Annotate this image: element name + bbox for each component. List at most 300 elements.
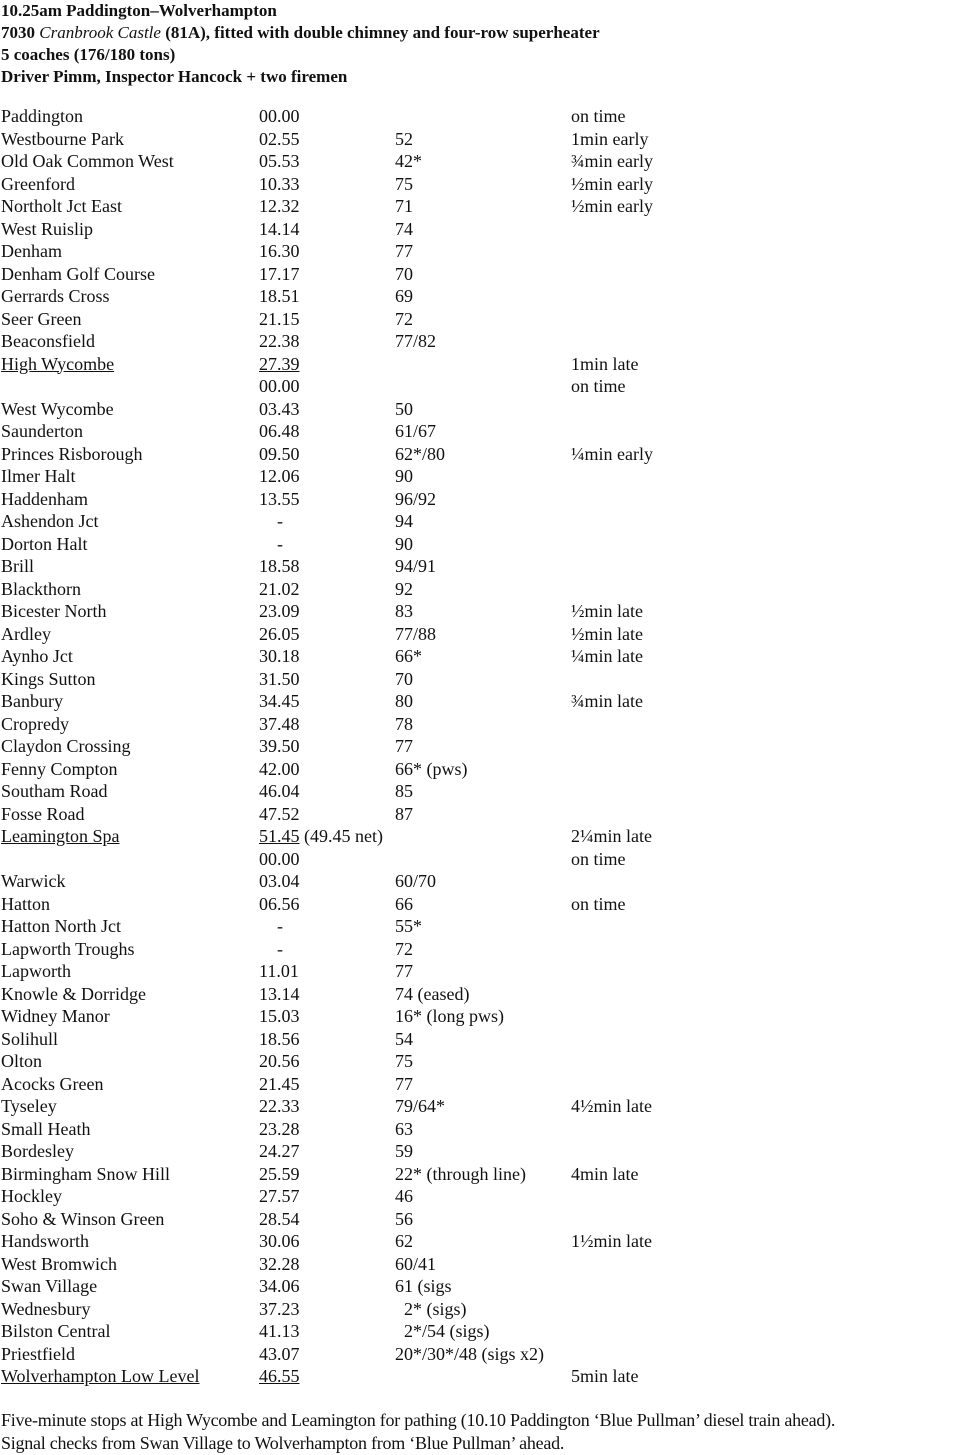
time-cell: [259, 330, 300, 353]
time-cell: [259, 150, 300, 173]
train-formation: 5 coaches (176/180 tons): [1, 45, 176, 64]
speed-cell: 59: [395, 1141, 413, 1161]
station-name: Bilston Central: [1, 1321, 111, 1341]
station-name: Aynho Jct: [1, 646, 73, 666]
table-row: [1, 1095, 951, 1118]
station-name: Handsworth: [1, 1231, 89, 1251]
time-value: 18.51: [259, 286, 300, 306]
station-name: Priestfield: [1, 1343, 75, 1364]
time-value: 00.00: [259, 848, 300, 869]
time-value: 12.32: [259, 196, 300, 216]
speed-cell: 16* (long pws): [395, 1006, 504, 1026]
time-cell: [259, 465, 300, 488]
time-cell: [259, 1073, 300, 1096]
time-value: 06.56: [259, 893, 300, 914]
time-value: 18.58: [259, 556, 300, 576]
station-name: Leamington Spa: [1, 826, 120, 846]
table-row: [1, 1118, 951, 1141]
time-value: -: [277, 511, 283, 531]
time-value: 24.27: [259, 1141, 300, 1161]
speed-cell: 96/92: [395, 488, 437, 509]
time-cell: [259, 285, 300, 308]
station-name: Southam Road: [1, 781, 108, 801]
station-name: West Bromwich: [1, 1253, 118, 1274]
table-row: [1, 240, 951, 263]
station-name: Haddenham: [1, 488, 88, 509]
speed-cell: 77: [395, 961, 413, 981]
table-row: [1, 488, 951, 511]
punctuality-note: ¼min late: [571, 646, 643, 666]
table-row: [1, 375, 951, 398]
speed-cell: 74 (eased): [395, 983, 470, 1004]
station-name: Brill: [1, 556, 35, 576]
punctuality-note: ½min early: [571, 196, 653, 216]
station-name: Denham Golf Course: [1, 263, 155, 284]
speed-cell: 77/88: [395, 623, 437, 644]
speed-cell: 74: [395, 218, 413, 239]
loco-name: Cranbrook Castle: [39, 23, 161, 42]
station-name: Bicester North: [1, 601, 107, 621]
punctuality-note: 1min early: [571, 128, 649, 149]
table-row: [1, 128, 951, 151]
time-value: 11.01: [259, 961, 299, 981]
time-cell: [259, 1298, 300, 1321]
time-value: -: [277, 916, 283, 936]
speed-cell: 52: [395, 128, 413, 149]
station-name: Warwick: [1, 871, 66, 891]
time-value: 51.45: [259, 826, 300, 846]
station-name: Ilmer Halt: [1, 466, 76, 486]
station-name: Fenny Compton: [1, 758, 118, 779]
table-row: [1, 173, 951, 196]
table-row: [1, 353, 951, 376]
speed-cell: 77: [395, 736, 413, 756]
speed-cell: 62: [395, 1231, 413, 1251]
time-cell: [259, 1118, 300, 1141]
speed-cell: 66* (pws): [395, 758, 468, 779]
timing-log: [1, 105, 951, 1388]
time-cell: [259, 960, 299, 983]
time-value: 27.57: [259, 1186, 300, 1206]
time-cell: [277, 533, 283, 556]
speed-cell: 75: [395, 173, 413, 194]
punctuality-note: 2¼min late: [571, 826, 652, 846]
station-name: Seer Green: [1, 308, 82, 329]
punctuality-note: ½min late: [571, 623, 643, 644]
time-value: 13.55: [259, 488, 300, 509]
time-cell: [259, 1163, 300, 1186]
time-value: 26.05: [259, 623, 300, 644]
punctuality-note: 5min late: [571, 1366, 639, 1386]
station-name: Greenford: [1, 173, 75, 194]
time-cell: [259, 420, 300, 443]
speed-cell: 77: [395, 241, 413, 261]
station-name: Gerrards Cross: [1, 286, 110, 306]
station-name: Lapworth: [1, 961, 71, 981]
station-name: Acocks Green: [1, 1073, 104, 1094]
table-row: [1, 645, 951, 668]
speed-cell: 94: [395, 511, 413, 531]
time-cell: [259, 128, 300, 151]
time-cell: [259, 1208, 300, 1231]
table-row: [1, 308, 951, 331]
table-row: [1, 825, 951, 848]
time-cell: [259, 1343, 300, 1366]
table-row: [1, 1275, 951, 1298]
punctuality-note: ¼min early: [571, 443, 653, 464]
station-name: Widney Manor: [1, 1006, 110, 1026]
train-title: 10.25am Paddington–Wolverhampton: [1, 1, 277, 20]
time-cell: [259, 780, 300, 803]
station-name: Blackthorn: [1, 578, 81, 599]
speed-cell: 79/64*: [395, 1096, 446, 1116]
time-value: 34.06: [259, 1276, 300, 1296]
station-name: Wednesbury: [1, 1298, 91, 1319]
punctuality-note: on time: [571, 848, 626, 869]
station-name: Claydon Crossing: [1, 736, 131, 756]
speed-cell: 80: [395, 691, 413, 711]
table-row: [1, 1028, 951, 1051]
time-value: 16.30: [259, 241, 300, 261]
time-cell: [259, 1140, 300, 1163]
speed-cell: 87: [395, 803, 413, 824]
station-name: Cropredy: [1, 713, 69, 734]
station-name: Lapworth Troughs: [1, 938, 135, 959]
time-value: 28.54: [259, 1208, 300, 1229]
table-row: [1, 263, 951, 286]
table-row: [1, 713, 951, 736]
table-row: [1, 780, 951, 803]
time-value: 21.02: [259, 578, 300, 599]
speed-cell: 94/91: [395, 556, 437, 576]
time-value: 12.06: [259, 466, 300, 486]
table-row: [1, 443, 951, 466]
speed-cell: 78: [395, 713, 413, 734]
time-cell: [259, 1005, 300, 1028]
time-value: 02.55: [259, 128, 300, 149]
time-value: 22.33: [259, 1096, 300, 1116]
table-row: [1, 218, 951, 241]
table-row: [1, 1163, 951, 1186]
table-row: [1, 1230, 951, 1253]
time-cell: [259, 690, 300, 713]
time-cell: [259, 398, 300, 421]
time-cell: [277, 510, 283, 533]
station-name: Ashendon Jct: [1, 511, 99, 531]
speed-cell: 72: [395, 308, 413, 329]
time-cell: [259, 353, 300, 376]
time-value: 43.07: [259, 1343, 300, 1364]
punctuality-note: ½min late: [571, 601, 643, 621]
table-row: [1, 1298, 951, 1321]
punctuality-note: ¾min early: [571, 151, 653, 171]
time-cell: [259, 623, 300, 646]
table-row: [1, 1343, 951, 1366]
station-name: Tyseley: [1, 1096, 57, 1116]
time-cell: [259, 195, 300, 218]
time-value: 20.56: [259, 1051, 300, 1071]
table-row: [1, 1185, 951, 1208]
table-row: [1, 960, 951, 983]
speed-cell: 90: [395, 466, 413, 486]
punctuality-note: on time: [571, 376, 626, 396]
speed-cell: 70: [395, 668, 413, 689]
station-name: Ardley: [1, 623, 51, 644]
station-name: Birmingham Snow Hill: [1, 1163, 171, 1184]
station-name: Wolverhampton Low Level: [1, 1366, 200, 1386]
time-value: 00.00: [259, 106, 300, 126]
speed-cell: 61/67: [395, 421, 437, 441]
station-name: Solihull: [1, 1028, 59, 1049]
time-cell: [259, 803, 300, 826]
table-row: [1, 105, 951, 128]
time-cell: [259, 600, 300, 623]
station-name: Denham: [1, 241, 62, 261]
note-signals: Signal checks from Swan Village to Wolverhampton from ‘Blue Pullman’ ahead.: [1, 1432, 565, 1453]
station-name: Dorton Halt: [1, 533, 88, 554]
station-name: Princes Risborough: [1, 443, 143, 464]
time-cell: [259, 240, 300, 263]
station-name: Hatton North Jct: [1, 916, 121, 936]
time-cell: [277, 915, 283, 938]
time-value: 15.03: [259, 1006, 300, 1026]
time-cell: [259, 105, 300, 128]
speed-cell: 92: [395, 578, 413, 599]
table-row: [1, 1073, 951, 1096]
time-value: 13.14: [259, 983, 300, 1004]
time-cell: [277, 938, 283, 961]
time-value: 09.50: [259, 443, 300, 464]
time-value: -: [277, 938, 283, 959]
speed-cell: 60/70: [395, 871, 437, 891]
time-cell: [259, 1185, 300, 1208]
station-name: Old Oak Common West: [1, 151, 174, 171]
speed-cell: 83: [395, 601, 413, 621]
table-row: [1, 510, 951, 533]
time-value: 46.04: [259, 781, 300, 801]
time-cell: [259, 758, 300, 781]
station-name: Saunderton: [1, 421, 83, 441]
time-value: 30.18: [259, 646, 300, 666]
punctuality-note: 4min late: [571, 1163, 639, 1184]
time-cell: [259, 555, 300, 578]
time-value: 41.13: [259, 1321, 300, 1341]
speed-cell: 85: [395, 781, 413, 801]
time-cell: [259, 1050, 300, 1073]
table-row: [1, 1050, 951, 1073]
speed-cell: 69: [395, 286, 413, 306]
time-cell: [259, 578, 300, 601]
speed-cell: 90: [395, 533, 413, 554]
time-value: 42.00: [259, 758, 300, 779]
table-row: [1, 915, 951, 938]
time-cell: [259, 870, 300, 893]
time-cell: [259, 218, 300, 241]
time-value: 37.48: [259, 713, 300, 734]
station-name: Hockley: [1, 1186, 62, 1206]
time-cell: [259, 1230, 300, 1253]
speed-cell: 66: [395, 893, 413, 914]
time-cell: [259, 1095, 300, 1118]
time-value: 03.43: [259, 398, 300, 419]
time-value: -: [277, 533, 283, 554]
speed-cell: 55*: [395, 916, 422, 936]
table-row: [1, 668, 951, 691]
time-value: 23.28: [259, 1118, 300, 1139]
run-header: [1, 0, 600, 88]
punctuality-note: on time: [571, 893, 626, 914]
table-row: [1, 1208, 951, 1231]
table-row: [1, 150, 951, 173]
table-row: [1, 1005, 951, 1028]
time-cell: [259, 1365, 300, 1388]
speed-cell: 42*: [395, 151, 422, 171]
table-row: [1, 870, 951, 893]
table-row: [1, 690, 951, 713]
station-name: Fosse Road: [1, 803, 85, 824]
time-cell: [259, 443, 300, 466]
time-value: 31.50: [259, 668, 300, 689]
speed-cell: 66*: [395, 646, 422, 666]
note-stops: Five-minute stops at High Wycombe and Leamington for pathing (10.10 Paddington ‘Blue Pullman’ diesel train ahead).: [1, 1410, 836, 1430]
time-value: 00.00: [259, 376, 300, 396]
station-name: Olton: [1, 1051, 43, 1071]
time-cell: [259, 488, 300, 511]
punctuality-note: 1½min late: [571, 1231, 652, 1251]
time-cell: [259, 1275, 300, 1298]
table-row: [1, 1320, 951, 1343]
time-cell: [259, 375, 300, 398]
speed-cell: 63: [395, 1118, 413, 1139]
station-name: Knowle & Dorridge: [1, 983, 146, 1004]
time-value: 14.14: [259, 218, 300, 239]
punctuality-note: 1min late: [571, 353, 639, 374]
time-cell: [259, 1320, 300, 1343]
time-cell: [259, 848, 300, 871]
time-value: 46.55: [259, 1366, 300, 1386]
time-cell: [259, 668, 300, 691]
table-row: [1, 1140, 951, 1163]
station-name: Bordesley: [1, 1141, 74, 1161]
time-cell: [259, 983, 300, 1006]
punctuality-note: 4½min late: [571, 1096, 652, 1116]
time-value: 37.23: [259, 1298, 300, 1319]
punctuality-note: ¾min late: [571, 691, 643, 711]
station-name: Northolt Jct East: [1, 196, 122, 216]
time-cell: [259, 645, 300, 668]
time-cell: [259, 1028, 300, 1051]
table-row: [1, 600, 951, 623]
punctuality-note: ½min early: [571, 173, 653, 194]
table-row: [1, 195, 951, 218]
crew-line: Driver Pimm, Inspector Hancock + two firemen: [1, 67, 348, 86]
time-value: 22.38: [259, 331, 300, 351]
time-value: 27.39: [259, 353, 300, 374]
station-name: West Ruislip: [1, 218, 94, 239]
speed-cell: 75: [395, 1051, 413, 1071]
table-row: [1, 398, 951, 421]
speed-cell: 20*/30*/48 (sigs x2): [395, 1343, 545, 1364]
time-value: 23.09: [259, 601, 300, 621]
table-row: [1, 623, 951, 646]
station-name: Hatton: [1, 893, 50, 914]
time-cell: [259, 263, 300, 286]
station-name: Soho & Winson Green: [1, 1208, 165, 1229]
time-value: 39.50: [259, 736, 300, 756]
table-row: [1, 938, 951, 961]
time-cell: [259, 1253, 300, 1276]
time-value: 18.56: [259, 1028, 300, 1049]
station-name: West Wycombe: [1, 398, 114, 419]
station-name: Kings Sutton: [1, 668, 96, 689]
time-value: 17.17: [259, 263, 300, 284]
speed-cell: 70: [395, 263, 413, 284]
table-row: [1, 555, 951, 578]
time-value: 32.28: [259, 1253, 300, 1274]
time-value: 05.53: [259, 151, 300, 171]
notes: [1, 1409, 955, 1454]
station-name: Swan Village: [1, 1276, 98, 1296]
net-time: (49.45 net): [299, 826, 383, 846]
table-row: [1, 803, 951, 826]
table-row: [1, 465, 951, 488]
time-value: 03.04: [259, 871, 300, 891]
table-row: [1, 330, 951, 353]
station-name: Small Heath: [1, 1118, 91, 1139]
station-name: Westbourne Park: [1, 128, 125, 149]
speed-cell: 50: [395, 398, 413, 419]
punctuality-note: on time: [571, 106, 626, 126]
time-cell: [259, 735, 300, 758]
table-row: [1, 420, 951, 443]
speed-cell: 56: [395, 1208, 413, 1229]
speed-cell: 60/41: [395, 1253, 437, 1274]
table-row: [1, 1365, 951, 1388]
station-name: Banbury: [1, 691, 63, 711]
table-row: [1, 848, 951, 871]
time-value: 34.45: [259, 691, 300, 711]
time-value: 21.15: [259, 308, 300, 329]
table-row: [1, 533, 951, 556]
speed-cell: 54: [395, 1028, 413, 1049]
table-row: [1, 758, 951, 781]
speed-cell: 72: [395, 938, 413, 959]
time-value: 30.06: [259, 1231, 300, 1251]
time-value: 06.48: [259, 421, 300, 441]
speed-cell: 71: [395, 196, 413, 216]
speed-cell: 22* (through line): [395, 1163, 526, 1184]
time-cell: [259, 308, 300, 331]
speed-cell: 77/82: [395, 331, 437, 351]
time-cell: [259, 825, 383, 848]
table-row: [1, 893, 951, 916]
table-row: [1, 983, 951, 1006]
locomotive-line: [1, 22, 600, 44]
time-value: 47.52: [259, 803, 300, 824]
time-cell: [259, 173, 300, 196]
time-value: 25.59: [259, 1163, 300, 1184]
speed-cell: 62*/80: [395, 443, 446, 464]
table-row: [1, 735, 951, 758]
speed-cell: 2*/54 (sigs): [395, 1321, 490, 1341]
time-value: 10.33: [259, 173, 300, 194]
time-cell: [259, 893, 300, 916]
time-cell: [259, 713, 300, 736]
loco-number: 7030: [1, 23, 35, 42]
loco-details: (81A), fitted with double chimney and four-row superheater: [165, 23, 600, 42]
station-name: Beaconsfield: [1, 331, 95, 351]
speed-cell: 2* (sigs): [395, 1298, 467, 1319]
